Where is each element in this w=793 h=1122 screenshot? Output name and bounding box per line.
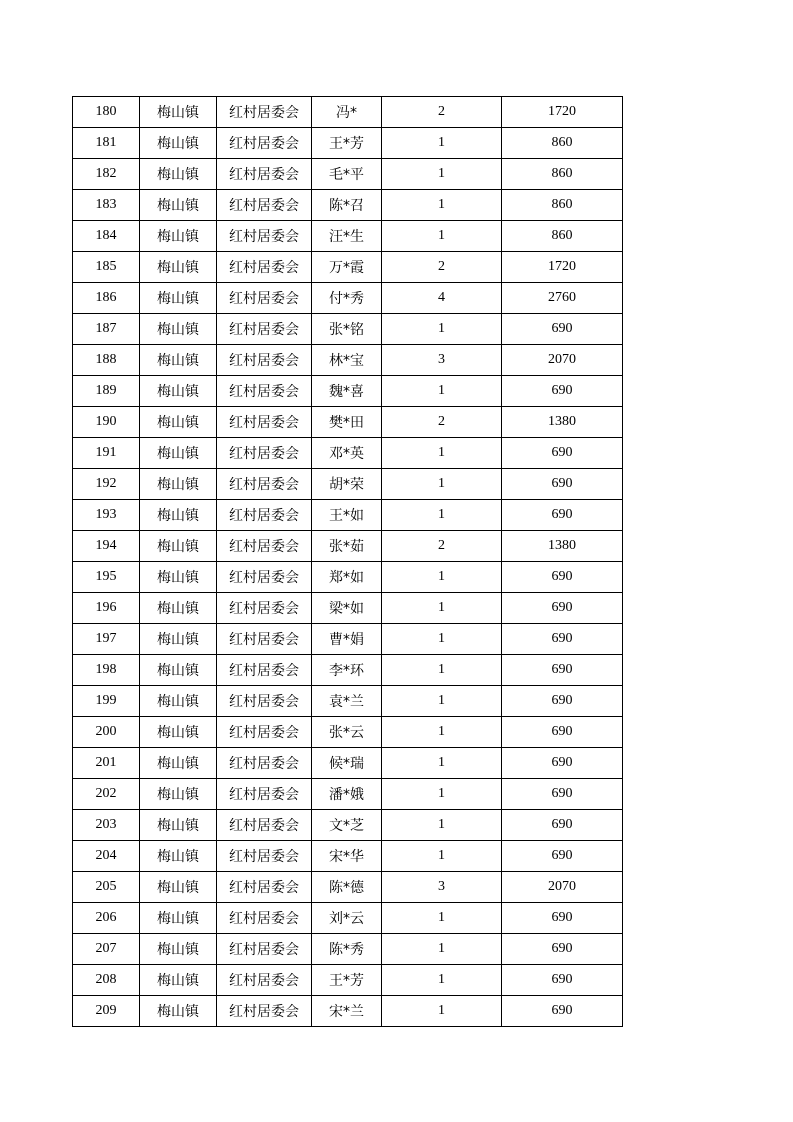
cell-committee: 红村居委会 xyxy=(217,872,312,903)
cell-name: 袁*兰 xyxy=(312,686,382,717)
cell-name: 宋*兰 xyxy=(312,996,382,1027)
cell-amount: 690 xyxy=(502,562,623,593)
cell-index: 197 xyxy=(73,624,140,655)
table-row xyxy=(73,283,623,314)
cell-index: 198 xyxy=(73,655,140,686)
cell-committee: 红村居委会 xyxy=(217,624,312,655)
cell-amount: 860 xyxy=(502,221,623,252)
table-row xyxy=(73,438,623,469)
cell-name: 付*秀 xyxy=(312,283,382,314)
cell-amount: 690 xyxy=(502,903,623,934)
cell-committee: 红村居委会 xyxy=(217,407,312,438)
cell-count: 1 xyxy=(382,376,502,407)
cell-town: 梅山镇 xyxy=(140,128,217,159)
cell-amount: 860 xyxy=(502,159,623,190)
cell-town: 梅山镇 xyxy=(140,562,217,593)
cell-committee: 红村居委会 xyxy=(217,252,312,283)
table-row xyxy=(73,655,623,686)
cell-name: 梁*如 xyxy=(312,593,382,624)
cell-committee: 红村居委会 xyxy=(217,159,312,190)
cell-index: 190 xyxy=(73,407,140,438)
cell-amount: 2070 xyxy=(502,345,623,376)
table-row xyxy=(73,934,623,965)
cell-count: 1 xyxy=(382,903,502,934)
cell-name: 冯* xyxy=(312,97,382,128)
cell-amount: 1720 xyxy=(502,252,623,283)
cell-town: 梅山镇 xyxy=(140,593,217,624)
cell-index: 193 xyxy=(73,500,140,531)
cell-town: 梅山镇 xyxy=(140,748,217,779)
cell-count: 2 xyxy=(382,531,502,562)
cell-name: 万*霞 xyxy=(312,252,382,283)
cell-index: 204 xyxy=(73,841,140,872)
table-row xyxy=(73,841,623,872)
cell-name: 汪*生 xyxy=(312,221,382,252)
cell-town: 梅山镇 xyxy=(140,624,217,655)
cell-index: 185 xyxy=(73,252,140,283)
cell-count: 1 xyxy=(382,748,502,779)
cell-index: 200 xyxy=(73,717,140,748)
cell-committee: 红村居委会 xyxy=(217,221,312,252)
cell-town: 梅山镇 xyxy=(140,531,217,562)
cell-count: 1 xyxy=(382,624,502,655)
cell-name: 王*如 xyxy=(312,500,382,531)
cell-committee: 红村居委会 xyxy=(217,996,312,1027)
cell-count: 1 xyxy=(382,996,502,1027)
table-row xyxy=(73,469,623,500)
cell-town: 梅山镇 xyxy=(140,376,217,407)
cell-town: 梅山镇 xyxy=(140,469,217,500)
table-row xyxy=(73,345,623,376)
cell-index: 205 xyxy=(73,872,140,903)
cell-name: 张*铭 xyxy=(312,314,382,345)
cell-index: 206 xyxy=(73,903,140,934)
cell-index: 192 xyxy=(73,469,140,500)
table-row xyxy=(73,531,623,562)
cell-town: 梅山镇 xyxy=(140,500,217,531)
cell-index: 201 xyxy=(73,748,140,779)
cell-count: 1 xyxy=(382,314,502,345)
cell-name: 刘*云 xyxy=(312,903,382,934)
cell-committee: 红村居委会 xyxy=(217,500,312,531)
data-table xyxy=(72,96,623,1027)
cell-count: 1 xyxy=(382,965,502,996)
cell-count: 2 xyxy=(382,252,502,283)
table-row xyxy=(73,903,623,934)
cell-town: 梅山镇 xyxy=(140,345,217,376)
cell-committee: 红村居委会 xyxy=(217,655,312,686)
table-row xyxy=(73,221,623,252)
cell-town: 梅山镇 xyxy=(140,965,217,996)
cell-count: 1 xyxy=(382,686,502,717)
cell-committee: 红村居委会 xyxy=(217,593,312,624)
cell-name: 潘*娥 xyxy=(312,779,382,810)
table-row xyxy=(73,686,623,717)
cell-amount: 690 xyxy=(502,934,623,965)
cell-count: 1 xyxy=(382,190,502,221)
table-row xyxy=(73,810,623,841)
cell-count: 2 xyxy=(382,97,502,128)
table-row xyxy=(73,717,623,748)
cell-name: 张*茹 xyxy=(312,531,382,562)
cell-amount: 690 xyxy=(502,376,623,407)
cell-town: 梅山镇 xyxy=(140,252,217,283)
cell-name: 林*宝 xyxy=(312,345,382,376)
cell-index: 186 xyxy=(73,283,140,314)
cell-name: 陈*召 xyxy=(312,190,382,221)
cell-town: 梅山镇 xyxy=(140,841,217,872)
cell-name: 王*芳 xyxy=(312,965,382,996)
cell-amount: 690 xyxy=(502,717,623,748)
cell-count: 1 xyxy=(382,934,502,965)
table-row xyxy=(73,872,623,903)
cell-count: 1 xyxy=(382,500,502,531)
cell-amount: 690 xyxy=(502,314,623,345)
cell-name: 王*芳 xyxy=(312,128,382,159)
cell-amount: 2760 xyxy=(502,283,623,314)
cell-committee: 红村居委会 xyxy=(217,283,312,314)
table-row xyxy=(73,779,623,810)
cell-name: 候*瑞 xyxy=(312,748,382,779)
cell-town: 梅山镇 xyxy=(140,996,217,1027)
cell-town: 梅山镇 xyxy=(140,779,217,810)
cell-count: 1 xyxy=(382,128,502,159)
cell-amount: 690 xyxy=(502,996,623,1027)
table-row xyxy=(73,748,623,779)
cell-index: 180 xyxy=(73,97,140,128)
cell-amount: 690 xyxy=(502,779,623,810)
cell-index: 202 xyxy=(73,779,140,810)
cell-amount: 1380 xyxy=(502,531,623,562)
cell-town: 梅山镇 xyxy=(140,314,217,345)
cell-town: 梅山镇 xyxy=(140,655,217,686)
cell-amount: 690 xyxy=(502,748,623,779)
cell-committee: 红村居委会 xyxy=(217,345,312,376)
cell-amount: 860 xyxy=(502,128,623,159)
cell-town: 梅山镇 xyxy=(140,221,217,252)
cell-name: 曹*娟 xyxy=(312,624,382,655)
cell-index: 188 xyxy=(73,345,140,376)
cell-committee: 红村居委会 xyxy=(217,531,312,562)
table-row xyxy=(73,159,623,190)
cell-count: 1 xyxy=(382,562,502,593)
cell-count: 3 xyxy=(382,872,502,903)
cell-index: 208 xyxy=(73,965,140,996)
table-row xyxy=(73,562,623,593)
cell-committee: 红村居委会 xyxy=(217,686,312,717)
table-row xyxy=(73,996,623,1027)
cell-count: 2 xyxy=(382,407,502,438)
cell-amount: 860 xyxy=(502,190,623,221)
cell-index: 191 xyxy=(73,438,140,469)
table-row xyxy=(73,97,623,128)
cell-committee: 红村居委会 xyxy=(217,965,312,996)
cell-amount: 690 xyxy=(502,686,623,717)
cell-count: 1 xyxy=(382,593,502,624)
cell-index: 199 xyxy=(73,686,140,717)
table-row xyxy=(73,624,623,655)
cell-amount: 690 xyxy=(502,624,623,655)
cell-amount: 690 xyxy=(502,438,623,469)
cell-committee: 红村居委会 xyxy=(217,438,312,469)
cell-name: 陈*德 xyxy=(312,872,382,903)
cell-committee: 红村居委会 xyxy=(217,779,312,810)
cell-index: 207 xyxy=(73,934,140,965)
table-row xyxy=(73,314,623,345)
cell-committee: 红村居委会 xyxy=(217,469,312,500)
cell-town: 梅山镇 xyxy=(140,872,217,903)
cell-committee: 红村居委会 xyxy=(217,810,312,841)
cell-town: 梅山镇 xyxy=(140,97,217,128)
cell-town: 梅山镇 xyxy=(140,686,217,717)
cell-town: 梅山镇 xyxy=(140,159,217,190)
cell-committee: 红村居委会 xyxy=(217,748,312,779)
cell-amount: 690 xyxy=(502,593,623,624)
cell-name: 文*芝 xyxy=(312,810,382,841)
table-row xyxy=(73,376,623,407)
cell-amount: 690 xyxy=(502,655,623,686)
cell-committee: 红村居委会 xyxy=(217,190,312,221)
cell-name: 张*云 xyxy=(312,717,382,748)
cell-count: 4 xyxy=(382,283,502,314)
cell-committee: 红村居委会 xyxy=(217,717,312,748)
cell-town: 梅山镇 xyxy=(140,190,217,221)
cell-town: 梅山镇 xyxy=(140,438,217,469)
cell-name: 邓*英 xyxy=(312,438,382,469)
cell-town: 梅山镇 xyxy=(140,810,217,841)
cell-index: 189 xyxy=(73,376,140,407)
cell-index: 183 xyxy=(73,190,140,221)
cell-count: 1 xyxy=(382,717,502,748)
cell-committee: 红村居委会 xyxy=(217,562,312,593)
table-row xyxy=(73,128,623,159)
cell-town: 梅山镇 xyxy=(140,903,217,934)
cell-name: 宋*华 xyxy=(312,841,382,872)
table-row xyxy=(73,252,623,283)
cell-amount: 2070 xyxy=(502,872,623,903)
cell-committee: 红村居委会 xyxy=(217,128,312,159)
table-body xyxy=(73,97,623,1027)
table-row xyxy=(73,593,623,624)
cell-amount: 690 xyxy=(502,841,623,872)
cell-amount: 690 xyxy=(502,500,623,531)
cell-town: 梅山镇 xyxy=(140,934,217,965)
cell-amount: 690 xyxy=(502,469,623,500)
cell-name: 魏*喜 xyxy=(312,376,382,407)
table-row xyxy=(73,500,623,531)
cell-index: 182 xyxy=(73,159,140,190)
cell-count: 1 xyxy=(382,159,502,190)
cell-amount: 690 xyxy=(502,810,623,841)
cell-committee: 红村居委会 xyxy=(217,314,312,345)
cell-name: 郑*如 xyxy=(312,562,382,593)
cell-count: 1 xyxy=(382,469,502,500)
cell-count: 1 xyxy=(382,841,502,872)
cell-count: 1 xyxy=(382,221,502,252)
cell-count: 1 xyxy=(382,779,502,810)
cell-name: 毛*平 xyxy=(312,159,382,190)
cell-count: 1 xyxy=(382,655,502,686)
cell-index: 195 xyxy=(73,562,140,593)
cell-committee: 红村居委会 xyxy=(217,903,312,934)
table-row xyxy=(73,965,623,996)
cell-index: 196 xyxy=(73,593,140,624)
cell-committee: 红村居委会 xyxy=(217,841,312,872)
cell-index: 203 xyxy=(73,810,140,841)
cell-amount: 690 xyxy=(502,965,623,996)
cell-count: 1 xyxy=(382,810,502,841)
cell-index: 209 xyxy=(73,996,140,1027)
cell-name: 胡*荣 xyxy=(312,469,382,500)
cell-amount: 1380 xyxy=(502,407,623,438)
table-row xyxy=(73,407,623,438)
cell-name: 李*环 xyxy=(312,655,382,686)
cell-name: 陈*秀 xyxy=(312,934,382,965)
table-row xyxy=(73,190,623,221)
cell-name: 樊*田 xyxy=(312,407,382,438)
cell-count: 1 xyxy=(382,438,502,469)
cell-index: 181 xyxy=(73,128,140,159)
cell-index: 184 xyxy=(73,221,140,252)
cell-committee: 红村居委会 xyxy=(217,97,312,128)
cell-town: 梅山镇 xyxy=(140,717,217,748)
cell-amount: 1720 xyxy=(502,97,623,128)
cell-town: 梅山镇 xyxy=(140,283,217,314)
cell-index: 187 xyxy=(73,314,140,345)
cell-town: 梅山镇 xyxy=(140,407,217,438)
cell-index: 194 xyxy=(73,531,140,562)
cell-committee: 红村居委会 xyxy=(217,376,312,407)
cell-committee: 红村居委会 xyxy=(217,934,312,965)
cell-count: 3 xyxy=(382,345,502,376)
